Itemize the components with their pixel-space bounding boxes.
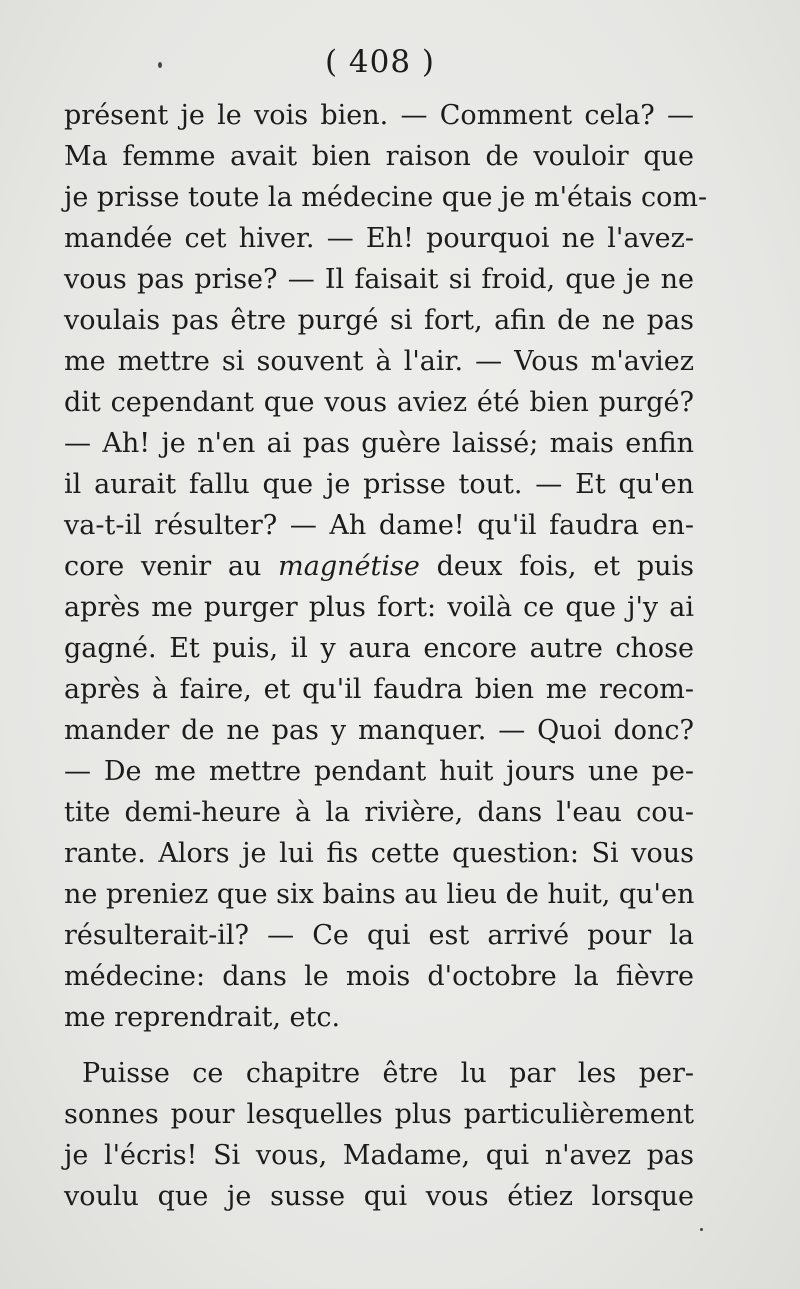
- text-line: Puisse ce chapitre être lu par les per-: [82, 1058, 694, 1089]
- text-line: résulterait-il? — Ce qui est arrivé pour la: [64, 920, 694, 951]
- italic-word: magnétise: [278, 551, 420, 582]
- text-line: tite demi-heure à la rivière, dans l'eau cou-: [64, 797, 694, 828]
- text-line: après à faire, et qu'il faudra bien me recom-: [64, 674, 694, 705]
- text-line: gagné. Et puis, il y aura encore autre chose: [64, 633, 694, 664]
- text-line: rante. Alors je lui fis cette question: Si vous: [64, 838, 694, 869]
- text-line: va-t-il résulter? — Ah dame! qu'il faudra en-: [64, 510, 694, 541]
- text-line: dit cependant que vous aviez été bien purgé?: [64, 387, 694, 418]
- text-line: — Ah! je n'en ai pas guère laissé; mais enfin: [64, 428, 694, 459]
- ink-speck: [700, 1228, 703, 1231]
- text-line: il aurait fallu que je prisse tout. — Et qu'en: [64, 469, 694, 500]
- text-line: voulu que je susse qui vous étiez lorsque: [64, 1181, 694, 1212]
- text-line: sonnes pour lesquelles plus particulièrement: [64, 1099, 694, 1130]
- text-line: Ma femme avait bien raison de vouloir que: [64, 141, 694, 172]
- text-line: me reprendrait, etc.: [64, 1002, 341, 1033]
- page-number: ( 408 ): [324, 44, 436, 80]
- text-line: je prisse toute la médecine que je m'étais com-: [64, 182, 708, 213]
- text-line: présent je le vois bien. — Comment cela? —: [64, 100, 694, 131]
- text-line: me mettre si souvent à l'air. — Vous m'aviez: [64, 346, 694, 377]
- text-segment: core venir au: [64, 551, 279, 582]
- text-line: mander de ne pas y manquer. — Quoi donc?: [64, 715, 694, 746]
- text-line: — De me mettre pendant huit jours une pe-: [64, 756, 694, 787]
- ink-speck: [158, 62, 162, 68]
- text-line: mandée cet hiver. — Eh! pourquoi ne l'avez-: [64, 223, 694, 254]
- body-text: [64, 95, 708, 1217]
- text-line-with-italic: [64, 546, 694, 587]
- text-segment: deux fois, et puis: [419, 551, 694, 582]
- text-line: ne preniez que six bains au lieu de huit, qu'en: [64, 879, 695, 910]
- text-line: après me purger plus fort: voilà ce que j'y ai: [64, 592, 694, 623]
- text-line: voulais pas être purgé si fort, afin de ne pas: [64, 305, 694, 336]
- paragraph-gap: [64, 1038, 694, 1053]
- text-line: je l'écris! Si vous, Madame, qui n'avez pas: [64, 1140, 694, 1171]
- text-line: médecine: dans le mois d'octobre la fièvre: [64, 961, 694, 992]
- text-line: vous pas prise? — Il faisait si froid, que je ne: [64, 264, 694, 295]
